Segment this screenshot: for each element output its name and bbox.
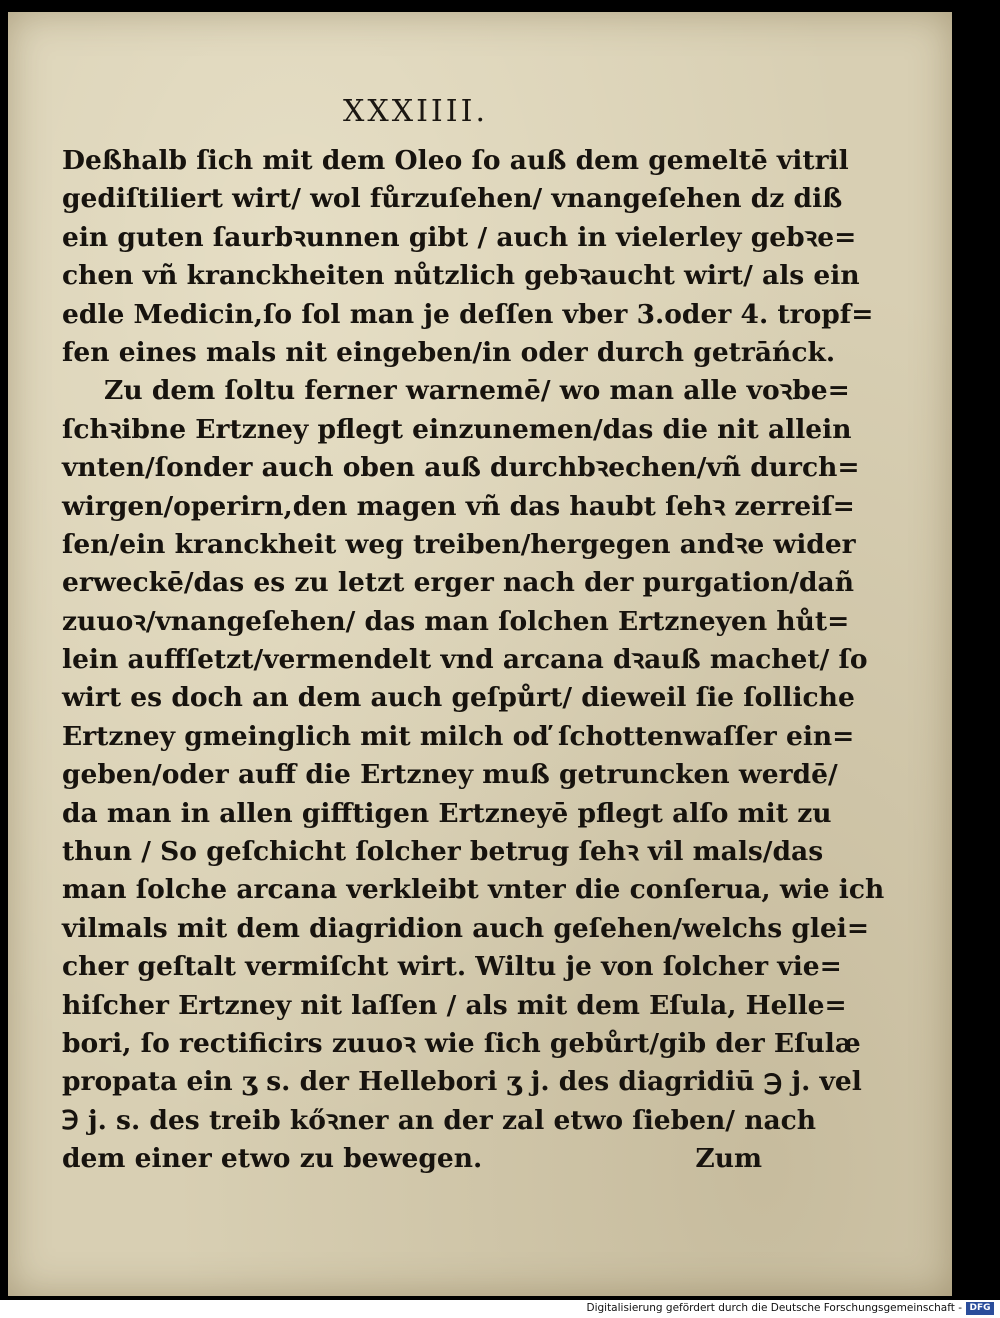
text-block (62, 142, 885, 1179)
text-line: lein auffſetzt/vermendelt vnd arcana dꝛauß machet/ ſo (62, 644, 868, 676)
text-line: cher geſtalt vermiſcht wirt. Wiltu je von ſolcher vie= (62, 951, 842, 983)
catchword: Zum (695, 1143, 762, 1175)
text-line: ℈ j. s. des treib kőꝛner an der zal etwo ſieben/ nach (62, 1104, 817, 1136)
text-line: man ſolche arcana verkleibt vnter die conſerua, wie ich (62, 874, 885, 906)
text-line: ſchꝛibne Ertzney pflegt einzunemen/das die nit allein (62, 413, 852, 445)
text-line: hiſcher Ertzney nit laſſen / als mit dem Eſula, Helle= (62, 989, 847, 1021)
text-line: fen eines mals nit eingeben/in oder durch getrāńck. (62, 336, 836, 368)
text-line: zuuoꝛ/vnangeſehen/ das man ſolchen Ertzneyen hůt= (62, 605, 850, 637)
text-line: thun / So geſchicht ſolcher betrug ſehꝛ vil mals/das (62, 836, 824, 868)
text-line: ein guten ſaurbꝛunnen gibt / auch in vielerley gebꝛe= (62, 221, 857, 253)
footer-credit: Digitalisierung gefördert durch die Deutsche Forschungsgemeinschaft - (586, 1302, 962, 1314)
text-line: Zu dem ſoltu ferner warnemē/ wo man alle voꝛbe= (104, 375, 850, 407)
text-line: Ertzney gmeinglich mit milch oď ſchottenwaſſer ein= (62, 720, 855, 752)
text-line: edle Medicin,ſo ſol man je deſſen vber 3.oder 4. tropf= (62, 298, 874, 330)
text-line: bori, ſo rectificirs zuuoꝛ wie ſich gebůrt/gib der Eſulæ (62, 1027, 861, 1059)
last-line (62, 1140, 762, 1178)
text-line: chen vñ kranckheiten nůtzlich gebꝛaucht wirt/ als ein (62, 260, 860, 292)
text-line: vilmals mit dem diagridion auch geſehen/welchs glei= (62, 912, 870, 944)
page-number: XXXIIII. (343, 94, 489, 129)
text-line: erweckē/das es zu letzt erger nach der purgation/dañ (62, 567, 854, 599)
text-line: gediſtiliert wirt/ wol fůrzuſehen/ vnangeſehen dz diß (62, 183, 843, 215)
text-line: Deßhalb ſich mit dem Oleo ſo auß dem gemeltē vitril (62, 145, 849, 176)
text-line: propata ein ʒ s. der Hellebori ʒ j. des diagridiū ℈ j. vel (62, 1066, 862, 1098)
text-line: dem einer etwo zu bewegen. (62, 1143, 483, 1175)
text-line: wirgen/operirn,den magen vñ das haubt ſehꝛ zerreiſ= (62, 490, 855, 522)
text-line: da man in allen gifftigen Ertzneyē pflegt alſo mit zu (62, 797, 832, 829)
book-page (8, 12, 952, 1296)
text-line: ſen/ein kranckheit weg treiben/hergegen andꝛe wider (62, 528, 856, 560)
dfg-logo: DFG (966, 1302, 994, 1315)
text-line: geben/oder auff die Ertzney muß getruncken werdē/ (62, 759, 838, 791)
text-line: vnten/ſonder auch oben auß durchbꝛechen/vñ durch= (62, 452, 860, 484)
text-line: wirt es doch an dem auch geſpůrt/ dieweil ſie ſolliche (62, 682, 855, 714)
